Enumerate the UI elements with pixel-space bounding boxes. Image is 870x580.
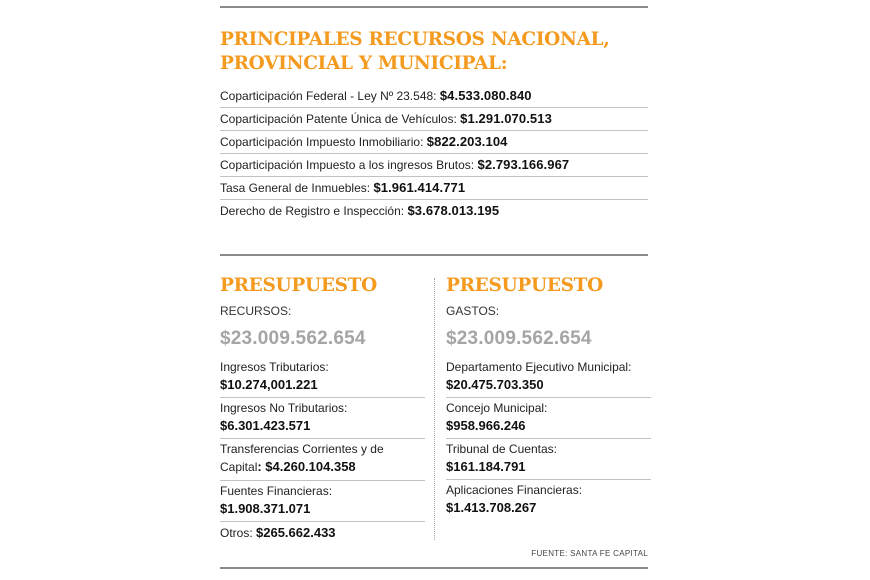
item-value: $161.184.791 (446, 459, 526, 474)
item-value: $1.413.708.267 (446, 500, 537, 515)
presupuesto-recursos-column (220, 274, 425, 546)
gastos-item (446, 480, 651, 520)
recurso-label: Coparticipación Impuesto a los ingresos Brutos: (220, 158, 475, 172)
item-value: $265.662.433 (256, 525, 336, 540)
item-value: $958.966.246 (446, 418, 526, 433)
recurso-value: $1.961.414.771 (373, 180, 466, 195)
gastos-item (446, 357, 651, 398)
item-label: Departamento Ejecutivo Municipal: (446, 360, 632, 374)
item-value: $10.274,001.221 (220, 377, 318, 392)
recurso-value: $1.291.070.513 (460, 111, 552, 126)
gastos-item (446, 439, 651, 480)
recurso-label: Derecho de Registro e Inspección: (220, 204, 405, 218)
presupuesto-gastos-column (446, 274, 651, 520)
recurso-label: Tasa General de Inmuebles: (220, 181, 371, 195)
recursos-title-line2: PROVINCIAL Y MUNICIPAL: (220, 53, 508, 74)
gastos-item (446, 398, 651, 439)
recurso-item (220, 154, 648, 177)
presupuesto-recursos-title: PRESUPUESTO (220, 275, 377, 296)
presupuesto-gastos-title: PRESUPUESTO (446, 275, 603, 296)
recurso-value: $4.533.080.840 (439, 88, 532, 103)
item-label: Aplicaciones Financieras: (446, 483, 583, 497)
recurso-item (220, 177, 648, 200)
recurso-item (220, 85, 648, 108)
recurso-value: $2.793.166.967 (477, 157, 570, 172)
item-value: : $4.260.104.358 (257, 459, 356, 474)
recursos-item (220, 522, 425, 546)
item-label: Ingresos Tributarios: (220, 360, 329, 374)
item-label: Transferencias Corrientes y de (220, 442, 384, 456)
recursos-list (220, 85, 648, 222)
recurso-item (220, 200, 648, 222)
recurso-label: Coparticipación Patente Única de Vehículos: (220, 112, 457, 126)
recurso-value: $3.678.013.195 (407, 203, 500, 218)
column-divider (434, 278, 435, 540)
recursos-items (220, 357, 425, 546)
recursos-item (220, 357, 425, 398)
item-label: Concejo Municipal: (446, 401, 548, 415)
recursos-title (220, 28, 610, 76)
item-label: Tribunal de Cuentas: (446, 442, 557, 456)
recurso-value: $822.203.104 (426, 134, 508, 149)
item-value: $20.475.703.350 (446, 377, 544, 392)
recurso-item (220, 131, 648, 154)
gastos-total: $23.009.562.654 (446, 328, 592, 349)
bottom-rule (220, 567, 648, 569)
item-label-line2: Capital (220, 460, 258, 474)
item-value: $6.301.423.571 (220, 418, 311, 433)
top-rule (220, 6, 648, 8)
recursos-item (220, 439, 425, 481)
gastos-items (446, 357, 651, 520)
gastos-subtitle: GASTOS: (446, 304, 500, 318)
recursos-item (220, 481, 425, 522)
recursos-subtitle: RECURSOS: (220, 304, 292, 318)
item-value: $1.908.371.071 (220, 501, 311, 516)
item-label: Ingresos No Tributarios: (220, 401, 348, 415)
item-label: Otros: (220, 526, 253, 540)
recursos-item (220, 398, 425, 439)
recursos-total: $23.009.562.654 (220, 328, 366, 349)
middle-rule (220, 254, 648, 256)
item-label: Fuentes Financieras: (220, 484, 333, 498)
source-note: FUENTE: SANTA FE CAPITAL (531, 549, 648, 558)
recurso-label: Coparticipación Impuesto Inmobiliario: (220, 135, 424, 149)
recursos-title-line1: PRINCIPALES RECURSOS NACIONAL, (220, 29, 610, 50)
recurso-label: Coparticipación Federal - Ley Nº 23.548: (220, 89, 437, 103)
recurso-item (220, 108, 648, 131)
